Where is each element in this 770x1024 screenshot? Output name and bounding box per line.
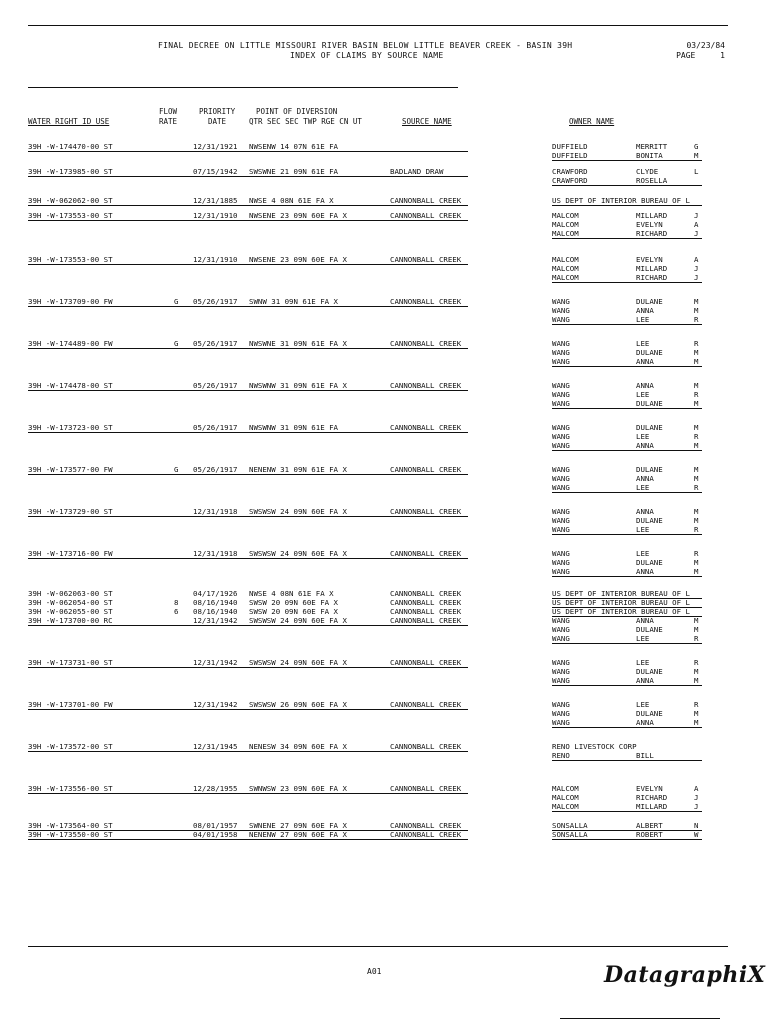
- owner-last-name: CRAWFORD: [552, 176, 588, 185]
- owner-first-name: MERRITT: [636, 142, 668, 151]
- claim-source-name: CANNONBALL CREEK: [390, 821, 462, 830]
- claim-point-of-diversion: NWSWNW 31 09N 61E FA X: [249, 381, 347, 390]
- owner-last-name: WANG: [552, 558, 570, 567]
- claim-point-of-diversion: NWSENE 23 09N 60E FA X: [249, 211, 347, 220]
- claim-row-rule: [28, 474, 468, 475]
- owner-first-name: LEE: [636, 483, 650, 492]
- claim-id: 39H -W-173577-00 FW: [28, 465, 113, 474]
- owner-last-name: MALCOM: [552, 264, 579, 273]
- owner-middle-initial: M: [694, 718, 699, 727]
- owner-first-name: DULANE: [636, 709, 663, 718]
- owner-first-name: LEE: [636, 525, 650, 534]
- claim-point-of-diversion: SWNW 31 09N 61E FA X: [249, 297, 338, 306]
- owner-last-name: WANG: [552, 507, 570, 516]
- owner-first-name: LEE: [636, 315, 650, 324]
- claim-id: 39H -W-174478-00 ST: [28, 381, 113, 390]
- owner-last-name: WANG: [552, 667, 570, 676]
- owner-first-name: ANNA: [636, 441, 654, 450]
- owner-first-name: DULANE: [636, 297, 663, 306]
- claim-source-name: CANNONBALL CREEK: [390, 339, 462, 348]
- owner-group-rule: [552, 238, 702, 239]
- owner-group-rule: [552, 450, 702, 451]
- owner-middle-initial: R: [694, 525, 699, 534]
- claim-row-rule: [28, 176, 468, 177]
- claim-row-rule: [28, 667, 468, 668]
- owner-first-name: EVELYN: [636, 220, 663, 229]
- col-source: SOURCE NAME: [402, 117, 452, 126]
- owner-middle-initial: W: [694, 830, 699, 839]
- claim-point-of-diversion: NWSENW 14 07N 61E FA: [249, 142, 338, 151]
- owner-middle-initial: R: [694, 339, 699, 348]
- owner-first-name: ANNA: [636, 381, 654, 390]
- owner-middle-initial: M: [694, 616, 699, 625]
- owner-last-name: WANG: [552, 676, 570, 685]
- owner-group-rule: [552, 727, 702, 728]
- owner-last-name: MALCOM: [552, 220, 579, 229]
- owner-last-name: WANG: [552, 441, 570, 450]
- owner-last-name: MALCOM: [552, 802, 579, 811]
- owner-group-rule: [552, 760, 702, 761]
- claim-priority-date: 12/31/1910: [193, 211, 238, 220]
- claim-row-rule: [28, 151, 468, 152]
- claim-id: 39H -W-062055-00 ST: [28, 607, 113, 616]
- claim-priority-date: 12/31/1921: [193, 142, 238, 151]
- col-point-bottom: QTR SEC SEC TWP RGE CN UT: [249, 117, 362, 126]
- claim-id: 39H -W-173553-00 ST: [28, 211, 113, 220]
- owner-first-name: LEE: [636, 634, 650, 643]
- claim-point-of-diversion: NWSWNW 31 09N 61E FA: [249, 423, 338, 432]
- bottom-rule: [28, 946, 728, 947]
- owner-group-rule: [552, 366, 702, 367]
- owner-middle-initial: M: [694, 399, 699, 408]
- claim-source-name: CANNONBALL CREEK: [390, 784, 462, 793]
- col-water-right: WATER RIGHT ID USE: [28, 117, 110, 126]
- owner-middle-initial: M: [694, 306, 699, 315]
- owner-middle-initial: M: [694, 474, 699, 483]
- owner-first-name: DULANE: [636, 423, 663, 432]
- claim-priority-date: 12/28/1955: [193, 784, 238, 793]
- owner-group-rule: [552, 160, 702, 161]
- owner-middle-initial: A: [694, 255, 699, 264]
- owner-last-name: DUFFIELD: [552, 151, 588, 160]
- owner-last-name: WANG: [552, 357, 570, 366]
- owner-last-name: RENO: [552, 751, 570, 760]
- claim-id: 39H -W-174470-00 ST: [28, 142, 113, 151]
- claim-row-rule: [28, 558, 468, 559]
- claim-source-name: CANNONBALL CREEK: [390, 211, 462, 220]
- claim-source-name: CANNONBALL CREEK: [390, 607, 462, 616]
- owner-group-rule: [552, 324, 702, 325]
- owner-last-name: WANG: [552, 709, 570, 718]
- owner-middle-initial: M: [694, 441, 699, 450]
- owner-first-name: LEE: [636, 658, 650, 667]
- owner-first-name: CLYDE: [636, 167, 659, 176]
- owner-last-name: WANG: [552, 567, 570, 576]
- claim-priority-date: 05/26/1917: [193, 423, 238, 432]
- owner-first-name: LEE: [636, 700, 650, 709]
- owner-first-name: LEE: [636, 432, 650, 441]
- owner-last-name: RENO LIVESTOCK CORP: [552, 742, 637, 751]
- claim-source-name: CANNONBALL CREEK: [390, 598, 462, 607]
- owner-middle-initial: R: [694, 315, 699, 324]
- claim-priority-date: 12/31/1942: [193, 616, 238, 625]
- owner-middle-initial: J: [694, 229, 699, 238]
- owner-middle-initial: M: [694, 567, 699, 576]
- owner-group-rule: [552, 643, 702, 644]
- claim-point-of-diversion: SWSWSW 24 09N 60E FA X: [249, 658, 347, 667]
- claim-source-name: CANNONBALL CREEK: [390, 297, 462, 306]
- claim-priority-date: 05/26/1917: [193, 339, 238, 348]
- owner-group-rule: [552, 408, 702, 409]
- claim-id: 39H -W-062062-00 ST: [28, 196, 113, 205]
- owner-last-name: WANG: [552, 516, 570, 525]
- claim-flow-rate: 6: [174, 607, 179, 616]
- claim-point-of-diversion: SWSWNE 21 09N 61E FA: [249, 167, 338, 176]
- col-priority-top: PRIORITY: [199, 107, 236, 116]
- owner-middle-initial: M: [694, 507, 699, 516]
- owner-last-name: WANG: [552, 616, 570, 625]
- datagraphix-logo: DatagraphiX: [604, 962, 766, 988]
- owner-middle-initial: R: [694, 700, 699, 709]
- claim-flow-rate: G: [174, 465, 179, 474]
- owner-last-name: WANG: [552, 315, 570, 324]
- owner-last-name: WANG: [552, 390, 570, 399]
- claim-source-name: CANNONBALL CREEK: [390, 616, 462, 625]
- owner-first-name: LEE: [636, 339, 650, 348]
- claim-source-name: BADLAND DRAW: [390, 167, 444, 176]
- claim-row-rule: [28, 390, 468, 391]
- owner-last-name: CRAWFORD: [552, 167, 588, 176]
- header-rule: [28, 87, 458, 88]
- claim-id: 39H -W-173985-00 ST: [28, 167, 113, 176]
- owner-first-name: DULANE: [636, 667, 663, 676]
- claim-priority-date: 12/31/1945: [193, 742, 238, 751]
- claim-source-name: CANNONBALL CREEK: [390, 549, 462, 558]
- claim-row-rule: [28, 625, 468, 626]
- owner-middle-initial: M: [694, 625, 699, 634]
- owner-first-name: DULANE: [636, 348, 663, 357]
- col-flow-top: FLOW: [159, 107, 178, 116]
- owner-first-name: ANNA: [636, 718, 654, 727]
- owner-first-name: MILLARD: [636, 802, 668, 811]
- claim-point-of-diversion: NWSWNE 31 09N 61E FA X: [249, 339, 347, 348]
- col-point-top: POINT OF DIVERSION: [256, 107, 338, 116]
- owner-middle-initial: N: [694, 821, 699, 830]
- claim-point-of-diversion: SWSWSW 24 09N 60E FA X: [249, 507, 347, 516]
- claim-id: 39H -W-173556-00 ST: [28, 784, 113, 793]
- claim-row-rule: [28, 220, 468, 221]
- owner-last-name: MALCOM: [552, 784, 579, 793]
- owner-middle-initial: R: [694, 483, 699, 492]
- claim-source-name: CANNONBALL CREEK: [390, 658, 462, 667]
- owner-middle-initial: M: [694, 348, 699, 357]
- claim-priority-date: 12/31/1942: [193, 700, 238, 709]
- claim-source-name: CANNONBALL CREEK: [390, 465, 462, 474]
- owner-first-name: RICHARD: [636, 793, 668, 802]
- claim-id: 39H -W-062054-00 ST: [28, 598, 113, 607]
- claim-row-rule: [28, 839, 468, 840]
- owner-middle-initial: J: [694, 211, 699, 220]
- owner-first-name: RICHARD: [636, 229, 668, 238]
- claim-id: 39H -W-173731-00 ST: [28, 658, 113, 667]
- claim-source-name: CANNONBALL CREEK: [390, 255, 462, 264]
- owner-first-name: DULANE: [636, 625, 663, 634]
- claim-source-name: CANNONBALL CREEK: [390, 742, 462, 751]
- owner-last-name: WANG: [552, 432, 570, 441]
- owner-last-name: WANG: [552, 700, 570, 709]
- claim-point-of-diversion: NWSENE 23 09N 60E FA X: [249, 255, 347, 264]
- owner-last-name: MALCOM: [552, 255, 579, 264]
- owner-first-name: ROBERT: [636, 830, 663, 839]
- report-title: FINAL DECREE ON LITTLE MISSOURI RIVER BASIN BELOW LITTLE BEAVER CREEK - BASIN 39H: [158, 41, 573, 50]
- claim-point-of-diversion: SWSWSW 26 09N 60E FA X: [249, 700, 347, 709]
- claim-id: 39H -W-173553-00 ST: [28, 255, 113, 264]
- owner-first-name: ANNA: [636, 507, 654, 516]
- claim-priority-date: 12/31/1910: [193, 255, 238, 264]
- owner-last-name: WANG: [552, 381, 570, 390]
- claim-id: 39H -W-174489-00 FW: [28, 339, 113, 348]
- owner-middle-initial: A: [694, 220, 699, 229]
- claim-row-rule: [28, 306, 468, 307]
- claim-row-rule: [28, 205, 468, 206]
- owner-last-name: WANG: [552, 339, 570, 348]
- owner-last-name: WANG: [552, 399, 570, 408]
- claim-source-name: CANNONBALL CREEK: [390, 830, 462, 839]
- owner-last-name: WANG: [552, 474, 570, 483]
- col-priority-bottom: DATE: [208, 117, 227, 126]
- footer-rule: [560, 1018, 720, 1019]
- claim-id: 39H -W-173729-00 ST: [28, 507, 113, 516]
- owner-middle-initial: J: [694, 273, 699, 282]
- owner-middle-initial: M: [694, 151, 699, 160]
- owner-last-name: WANG: [552, 306, 570, 315]
- owner-last-name: MALCOM: [552, 211, 579, 220]
- claim-priority-date: 08/16/1940: [193, 598, 238, 607]
- claim-id: 39H -W-173701-00 FW: [28, 700, 113, 709]
- claim-point-of-diversion: SWNENE 27 09N 60E FA X: [249, 821, 347, 830]
- claim-priority-date: 08/16/1940: [193, 607, 238, 616]
- claim-id: 39H -W-173700-00 RC: [28, 616, 113, 625]
- claim-priority-date: 04/17/1926: [193, 589, 238, 598]
- claim-source-name: CANNONBALL CREEK: [390, 589, 462, 598]
- owner-last-name: MALCOM: [552, 229, 579, 238]
- page-indicator: [676, 51, 725, 60]
- owner-first-name: DULANE: [636, 465, 663, 474]
- claim-source-name: CANNONBALL CREEK: [390, 196, 462, 205]
- owner-last-name: WANG: [552, 549, 570, 558]
- owner-middle-initial: J: [694, 264, 699, 273]
- owner-last-name: MALCOM: [552, 273, 579, 282]
- claim-priority-date: 12/31/1918: [193, 549, 238, 558]
- owner-middle-initial: J: [694, 793, 699, 802]
- page-label: PAGE: [676, 51, 696, 60]
- owner-middle-initial: R: [694, 432, 699, 441]
- claim-id: 39H -W-173564-00 ST: [28, 821, 113, 830]
- claim-point-of-diversion: SWSWSW 24 09N 60E FA X: [249, 549, 347, 558]
- owner-group-rule: [552, 205, 702, 206]
- owner-first-name: EVELYN: [636, 784, 663, 793]
- owner-group-rule: [552, 839, 702, 840]
- claim-row-rule: [28, 264, 468, 265]
- top-rule: [28, 25, 728, 26]
- claim-row-rule: [28, 516, 468, 517]
- footer-page-code: A01: [367, 967, 382, 976]
- claim-priority-date: 07/15/1942: [193, 167, 238, 176]
- claim-point-of-diversion: SWNWSW 23 09N 60E FA X: [249, 784, 347, 793]
- owner-group-rule: [552, 685, 702, 686]
- claim-source-name: CANNONBALL CREEK: [390, 700, 462, 709]
- claim-point-of-diversion: NWSE 4 08N 61E FA X: [249, 196, 334, 205]
- owner-last-name: WANG: [552, 423, 570, 432]
- owner-last-name: MALCOM: [552, 793, 579, 802]
- owner-middle-initial: G: [694, 142, 699, 151]
- col-owner: OWNER NAME: [569, 117, 615, 126]
- owner-last-name: US DEPT OF INTERIOR BUREAU OF L: [552, 607, 690, 616]
- owner-last-name: SONSALLA: [552, 830, 588, 839]
- page-number: 1: [720, 51, 725, 60]
- owner-first-name: MILLARD: [636, 264, 668, 273]
- owner-group-rule: [552, 282, 702, 283]
- claim-point-of-diversion: SWSW 20 09N 60E FA X: [249, 598, 338, 607]
- claim-source-name: CANNONBALL CREEK: [390, 381, 462, 390]
- claim-row-rule: [28, 348, 468, 349]
- owner-middle-initial: M: [694, 676, 699, 685]
- owner-last-name: US DEPT OF INTERIOR BUREAU OF L: [552, 589, 690, 598]
- owner-middle-initial: M: [694, 558, 699, 567]
- claim-priority-date: 05/26/1917: [193, 297, 238, 306]
- claim-point-of-diversion: NWSE 4 08N 61E FA X: [249, 589, 334, 598]
- claim-id: 39H -W-062063-00 ST: [28, 589, 113, 598]
- owner-middle-initial: J: [694, 802, 699, 811]
- owner-first-name: ANNA: [636, 567, 654, 576]
- claim-flow-rate: G: [174, 339, 179, 348]
- owner-middle-initial: M: [694, 423, 699, 432]
- owner-first-name: ANNA: [636, 474, 654, 483]
- owner-group-rule: [552, 492, 702, 493]
- claim-row-rule: [28, 709, 468, 710]
- claim-point-of-diversion: SWSW 20 09N 60E FA X: [249, 607, 338, 616]
- owner-first-name: ANNA: [636, 357, 654, 366]
- col-flow-bottom: RATE: [159, 117, 178, 126]
- owner-last-name: WANG: [552, 718, 570, 727]
- owner-middle-initial: R: [694, 549, 699, 558]
- owner-middle-initial: M: [694, 357, 699, 366]
- owner-first-name: ANNA: [636, 306, 654, 315]
- owner-first-name: LEE: [636, 390, 650, 399]
- claim-id: 39H -W-173572-00 ST: [28, 742, 113, 751]
- owner-first-name: BONITA: [636, 151, 663, 160]
- owner-last-name: WANG: [552, 658, 570, 667]
- claim-point-of-diversion: SWSWSW 24 09N 60E FA X: [249, 616, 347, 625]
- owner-last-name: WANG: [552, 348, 570, 357]
- claim-priority-date: 12/31/1885: [193, 196, 238, 205]
- owner-first-name: ROSELLA: [636, 176, 668, 185]
- owner-group-rule: [552, 576, 702, 577]
- claim-priority-date: 08/01/1957: [193, 821, 238, 830]
- report-subtitle: INDEX OF CLAIMS BY SOURCE NAME: [290, 51, 444, 60]
- owner-middle-initial: M: [694, 667, 699, 676]
- claim-id: 39H -W-173709-00 FW: [28, 297, 113, 306]
- owner-middle-initial: L: [694, 167, 699, 176]
- owner-middle-initial: R: [694, 658, 699, 667]
- owner-group-rule: [552, 185, 702, 186]
- owner-middle-initial: M: [694, 516, 699, 525]
- owner-first-name: MILLARD: [636, 211, 668, 220]
- owner-middle-initial: M: [694, 465, 699, 474]
- owner-last-name: WANG: [552, 465, 570, 474]
- claim-point-of-diversion: NENESW 34 09N 60E FA X: [249, 742, 347, 751]
- owner-group-rule: [552, 534, 702, 535]
- claim-priority-date: 05/26/1917: [193, 465, 238, 474]
- claim-row-rule: [28, 432, 468, 433]
- owner-middle-initial: R: [694, 390, 699, 399]
- owner-middle-initial: A: [694, 784, 699, 793]
- owner-last-name: WANG: [552, 483, 570, 492]
- owner-first-name: ALBERT: [636, 821, 663, 830]
- owner-last-name: WANG: [552, 525, 570, 534]
- claim-flow-rate: 8: [174, 598, 179, 607]
- claim-id: 39H -W-173723-00 ST: [28, 423, 113, 432]
- owner-group-rule: [552, 811, 702, 812]
- owner-last-name: US DEPT OF INTERIOR BUREAU OF L: [552, 196, 690, 205]
- owner-first-name: ANNA: [636, 616, 654, 625]
- claim-point-of-diversion: NENENW 27 09N 60E FA X: [249, 830, 347, 839]
- owner-first-name: LEE: [636, 549, 650, 558]
- owner-last-name: SONSALLA: [552, 821, 588, 830]
- owner-last-name: WANG: [552, 297, 570, 306]
- owner-first-name: BILL: [636, 751, 654, 760]
- claim-priority-date: 05/26/1917: [193, 381, 238, 390]
- owner-middle-initial: R: [694, 634, 699, 643]
- claim-id: 39H -W-173716-00 FW: [28, 549, 113, 558]
- owner-middle-initial: M: [694, 709, 699, 718]
- claim-id: 39H -W-173550-00 ST: [28, 830, 113, 839]
- owner-first-name: RICHARD: [636, 273, 668, 282]
- owner-first-name: ANNA: [636, 676, 654, 685]
- claim-priority-date: 12/31/1942: [193, 658, 238, 667]
- owner-group-rule: [552, 616, 702, 617]
- claim-source-name: CANNONBALL CREEK: [390, 423, 462, 432]
- claim-flow-rate: G: [174, 297, 179, 306]
- owner-first-name: EVELYN: [636, 255, 663, 264]
- owner-last-name: DUFFIELD: [552, 142, 588, 151]
- owner-last-name: WANG: [552, 625, 570, 634]
- owner-last-name: WANG: [552, 634, 570, 643]
- claim-priority-date: 12/31/1918: [193, 507, 238, 516]
- claim-source-name: CANNONBALL CREEK: [390, 507, 462, 516]
- report-date: 03/23/84: [686, 41, 725, 50]
- owner-first-name: DULANE: [636, 399, 663, 408]
- owner-last-name: US DEPT OF INTERIOR BUREAU OF L: [552, 598, 690, 607]
- claim-priority-date: 04/01/1958: [193, 830, 238, 839]
- owner-middle-initial: M: [694, 297, 699, 306]
- claim-row-rule: [28, 751, 468, 752]
- owner-middle-initial: M: [694, 381, 699, 390]
- claim-row-rule: [28, 793, 468, 794]
- owner-first-name: DULANE: [636, 558, 663, 567]
- claim-point-of-diversion: NENENW 31 09N 61E FA X: [249, 465, 347, 474]
- owner-first-name: DULANE: [636, 516, 663, 525]
